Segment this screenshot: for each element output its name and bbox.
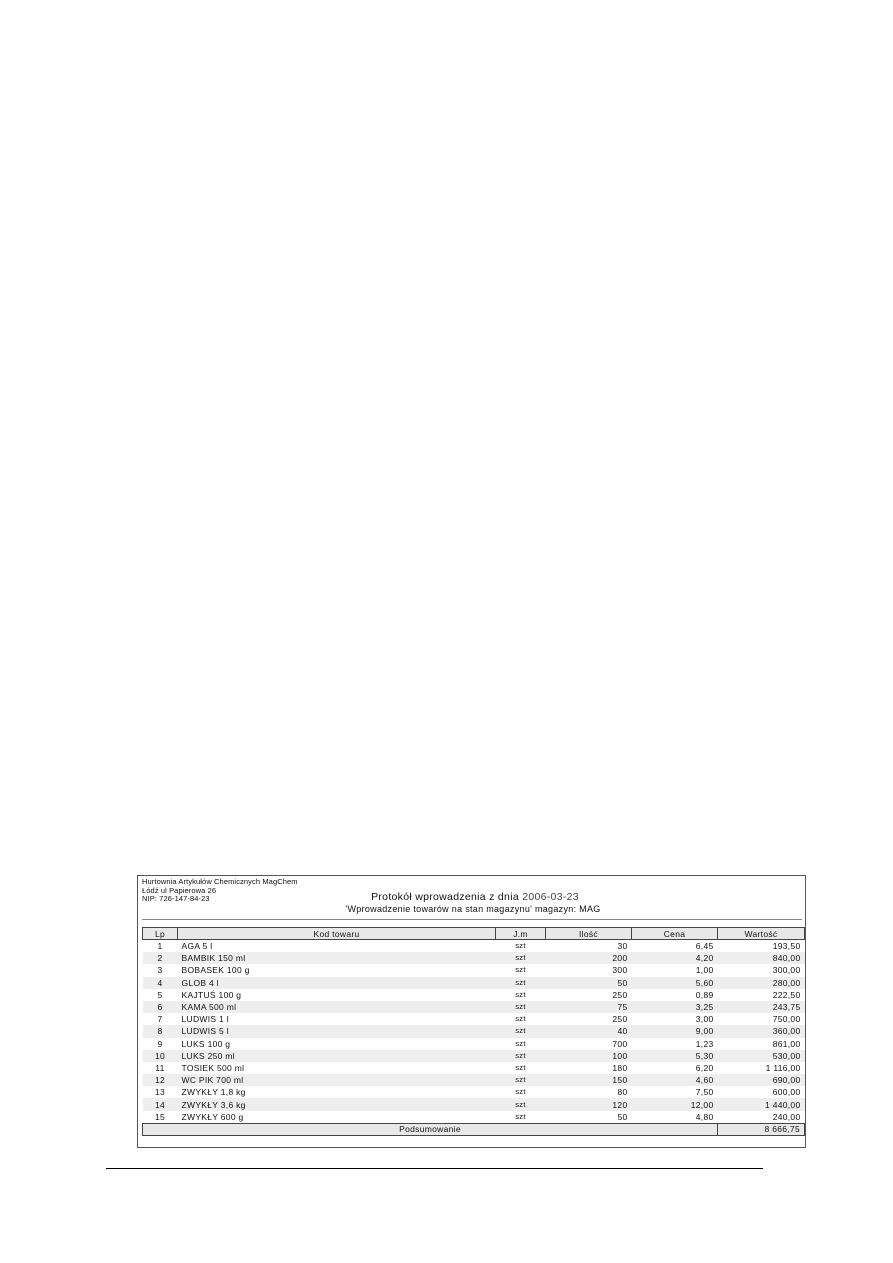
cell-qty: 30: [617, 941, 628, 952]
cell-qty: 250: [612, 989, 628, 1000]
cell-qty: 40: [546, 1025, 632, 1037]
table-row: [143, 1050, 805, 1062]
cell-code: TOSIEK 500 ml: [181, 1062, 245, 1073]
company-nip: NIP: 726-147-84-23: [142, 894, 210, 904]
items-table: [142, 927, 805, 1136]
cell-code: ZWYKŁY 3,6 kg: [178, 1098, 496, 1110]
cell-unit: szt: [496, 952, 546, 964]
document-title-prefix: Protokół wprowadzenia z dnia: [371, 891, 519, 903]
cell-lp: 8: [143, 1025, 178, 1037]
cell-unit: szt: [515, 989, 526, 999]
cell-qty: 300: [612, 965, 628, 976]
cell-value: 240,00: [772, 1111, 801, 1122]
cell-price: 3,25: [632, 1001, 718, 1013]
cell-lp: 12: [143, 1074, 178, 1086]
cell-code: AGA 5 l: [181, 941, 213, 952]
cell-lp: 3: [157, 965, 163, 976]
cell-lp: 11: [155, 1062, 165, 1073]
table-row: [143, 1013, 805, 1025]
cell-lp: 9: [157, 1038, 163, 1049]
cell-lp: 2: [143, 952, 178, 964]
document-title: [310, 891, 640, 903]
cell-price: 4,80: [695, 1111, 714, 1122]
cell-lp: 13: [154, 1087, 166, 1098]
cell-code: KAJTUŚ 100 g: [181, 989, 242, 1000]
cell-value: 750,00: [772, 1014, 801, 1025]
cell-code: KAMA 500 ml: [178, 1001, 496, 1013]
cell-price: 12,00: [632, 1098, 718, 1110]
cell-value: 530,00: [718, 1050, 805, 1062]
cell-value: 280,00: [718, 977, 805, 989]
cell-unit: szt: [515, 1014, 526, 1024]
cell-qty: 100: [546, 1050, 632, 1062]
cell-qty: 50: [546, 977, 632, 989]
cell-code: WC PIK 700 ml: [178, 1074, 496, 1086]
table-row: [143, 940, 805, 953]
cell-qty: 50: [617, 1111, 628, 1122]
cell-price: 6,20: [695, 1062, 714, 1073]
document-subtitle: 'Wprowadzenie towarów na stan magazynu' magazyn: MAG: [345, 904, 601, 914]
header-lp: Lp: [143, 928, 178, 940]
cell-unit: szt: [496, 1001, 546, 1013]
cell-qty: 80: [617, 1087, 628, 1098]
cell-lp: 4: [143, 977, 178, 989]
cell-code: LUDWIS 1 l: [181, 1014, 229, 1025]
table-row: [143, 1025, 805, 1037]
cell-lp: 15: [154, 1111, 166, 1122]
cell-value: 840,00: [718, 952, 805, 964]
table-row: [143, 1111, 805, 1124]
cell-qty: 180: [612, 1062, 628, 1073]
cell-unit: szt: [496, 1074, 546, 1086]
cell-price: 4,20: [632, 952, 718, 964]
cell-qty: 150: [546, 1074, 632, 1086]
company-name: Hurtownia Artykułów Chemicznych MagChem: [142, 877, 298, 886]
cell-qty: 120: [546, 1098, 632, 1110]
cell-price: 0,89: [695, 989, 714, 1000]
header-qty: Ilość: [546, 928, 632, 940]
cell-price: 5,60: [632, 977, 718, 989]
cell-price: 7,50: [695, 1087, 714, 1098]
cell-value: 360,00: [718, 1025, 805, 1037]
cell-code: LUDWIS 5 l: [178, 1025, 496, 1037]
cell-qty: 250: [612, 1014, 628, 1025]
summary-value: 8 666,75: [718, 1123, 805, 1135]
cell-code: GLOB 4 l: [178, 977, 496, 989]
table-row: [143, 1001, 805, 1013]
cell-value: 1 116,00: [765, 1062, 801, 1073]
cell-value: 300,00: [772, 965, 801, 976]
cell-price: 9,00: [632, 1025, 718, 1037]
title-divider: [142, 919, 802, 920]
cell-unit: szt: [515, 1062, 526, 1072]
cell-value: 861,00: [772, 1038, 801, 1049]
cell-value: 600,00: [772, 1087, 801, 1098]
cell-code: ZWYKŁY 1,8 kg: [181, 1087, 246, 1098]
cell-qty: 700: [612, 1038, 628, 1049]
cell-code: BAMBIK 150 ml: [178, 952, 496, 964]
cell-unit: szt: [496, 1025, 546, 1037]
cell-lp: 14: [143, 1098, 178, 1110]
cell-price: 1,00: [695, 965, 714, 976]
cell-unit: szt: [515, 1111, 526, 1121]
cell-value: 1 440,00: [718, 1098, 805, 1110]
header-code: Kod towaru: [178, 928, 496, 940]
cell-lp: 7: [157, 1014, 163, 1025]
table-row: [143, 964, 805, 976]
cell-code: BOBASEK 100 g: [181, 965, 250, 976]
report-frame: [137, 875, 806, 1148]
header-value: Wartość: [718, 928, 805, 940]
company-address: Łódź ul Papierowa 26: [142, 885, 217, 895]
cell-lp: 1: [157, 941, 163, 952]
cell-code: LUKS 100 g: [181, 1038, 231, 1049]
table-row: [143, 977, 805, 989]
table-row: [143, 989, 805, 1001]
cell-code: ZWYKŁY 600 g: [181, 1111, 244, 1122]
table-row: [143, 952, 805, 964]
table-row: [143, 1098, 805, 1110]
header-unit: J.m: [496, 928, 546, 940]
table-row: [143, 1074, 805, 1086]
document-date: 2006-03-23: [522, 891, 579, 903]
cell-unit: szt: [515, 1087, 526, 1097]
cell-price: 6,45: [695, 941, 714, 952]
cell-lp: 5: [157, 989, 163, 1000]
cell-unit: szt: [496, 977, 546, 989]
cell-code: LUKS 250 ml: [178, 1050, 496, 1062]
table-row: [143, 1086, 805, 1098]
cell-value: 690,00: [718, 1074, 805, 1086]
cell-lp: 10: [143, 1050, 178, 1062]
cell-value: 193,50: [772, 941, 801, 952]
cell-value: 243,75: [718, 1001, 805, 1013]
cell-unit: szt: [515, 941, 526, 951]
cell-qty: 75: [546, 1001, 632, 1013]
cell-price: 3,00: [695, 1014, 714, 1025]
table-row: [143, 1038, 805, 1050]
table-header-row: [143, 928, 805, 940]
summary-row: [143, 1123, 805, 1135]
cell-value: 222,50: [772, 989, 801, 1000]
cell-price: 5,30: [632, 1050, 718, 1062]
cell-unit: szt: [496, 1098, 546, 1110]
cell-unit: szt: [496, 1050, 546, 1062]
cell-unit: szt: [515, 965, 526, 975]
header-price: Cena: [632, 928, 718, 940]
cell-unit: szt: [515, 1038, 526, 1048]
cell-price: 1,23: [695, 1038, 714, 1049]
table-row: [143, 1062, 805, 1074]
company-info: [142, 878, 298, 904]
page-footer-rule: [106, 1168, 763, 1169]
summary-label: Podsumowanie: [143, 1123, 718, 1135]
cell-lp: 6: [143, 1001, 178, 1013]
cell-price: 4,60: [632, 1074, 718, 1086]
cell-qty: 200: [546, 952, 632, 964]
